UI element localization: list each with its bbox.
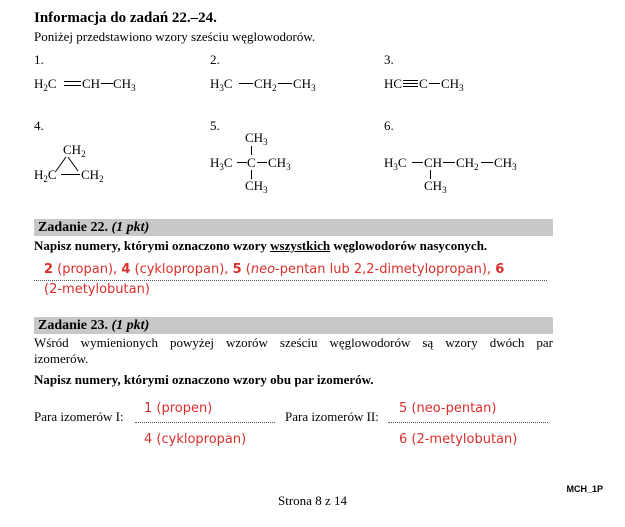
single-bond: [481, 162, 493, 163]
subscript: 2: [81, 149, 86, 159]
task-22-points: (1 pkt): [111, 220, 150, 235]
atom-c: C: [419, 76, 428, 91]
answer-dotted-line: [388, 422, 548, 423]
page-number: Strona 8 z 14: [278, 493, 347, 508]
formula-number-3: 3.: [384, 52, 394, 67]
single-bond: [278, 83, 292, 84]
group-ch3: CH: [441, 76, 460, 91]
group-ch3: CH: [424, 178, 443, 193]
group-ch3: CH: [245, 178, 264, 193]
subscript: 3: [459, 83, 464, 93]
info-intro: Poniżej przedstawiono wzory sześciu węglowodorów.: [34, 29, 316, 44]
task-23-points: (1 pkt): [111, 318, 150, 333]
subscript: 3: [442, 185, 447, 195]
task-23-heading: [34, 317, 553, 334]
answer-number: 4: [121, 262, 131, 277]
group-ch3: CH: [293, 76, 312, 91]
atom-c: C: [47, 167, 57, 182]
task-22-heading: [34, 219, 553, 236]
subscript: 2: [272, 83, 277, 93]
atom-c: C: [223, 76, 233, 91]
subscript: 3: [512, 162, 517, 172]
instruction-underlined: wszystkich: [270, 238, 331, 253]
task-23-text-line-2: izomerów.: [34, 351, 89, 366]
single-bond: [429, 83, 440, 84]
subscript: 2: [474, 162, 479, 172]
atom-h: H: [210, 155, 220, 170]
group-ch: CH: [82, 76, 101, 91]
triple-bond-line: [403, 83, 418, 84]
isomer-pair-2-answer-b: 6 (2-metylobutan): [399, 432, 518, 447]
isomer-pair-1-answer-b: 4 (cyklopropan): [144, 432, 247, 447]
answer-number: 6: [495, 262, 505, 277]
subscript: 3: [286, 162, 291, 172]
atom-c: C: [397, 155, 407, 170]
subscript: 3: [311, 83, 316, 93]
subscript: 3: [393, 162, 398, 172]
task-22-instruction: [34, 238, 487, 254]
subscript: 3: [263, 137, 268, 147]
answer-text: (cyklopropan),: [130, 262, 233, 277]
atom-h: H: [210, 76, 220, 91]
isomer-pair-1-answer-a: 1 (propen): [144, 401, 213, 416]
instruction-text: Napisz numery, którymi oznaczono wzory: [34, 238, 271, 253]
answer-dotted-line: [34, 280, 547, 281]
single-bond: [443, 162, 455, 163]
group-ch3: CH: [268, 155, 287, 170]
isomer-pair-2-answer-a: 5 (neo-pentan): [399, 401, 497, 416]
single-bond: [412, 162, 423, 163]
double-bond-line: [64, 85, 81, 86]
subscript: 3: [131, 83, 136, 93]
atom-c-center: C: [247, 155, 256, 170]
atom-h: H: [34, 76, 44, 91]
single-bond: [61, 174, 80, 175]
answer-number: 5: [232, 262, 242, 277]
group-hc: HC: [384, 76, 403, 91]
answer-dotted-line: [135, 422, 275, 423]
instruction-text: węglowodorów nasyconych.: [330, 238, 488, 253]
triple-bond-line: [403, 80, 418, 81]
task-22-answer-line-1: [44, 262, 504, 277]
triple-bond-line: [403, 86, 418, 87]
group-ch2: CH: [63, 142, 82, 157]
group-ch3: CH: [245, 130, 264, 145]
info-title: Informacja do zadań 22.–24.: [34, 10, 217, 26]
group-ch3: CH: [494, 155, 513, 170]
formula-number-5: 5.: [210, 118, 220, 133]
task-22-answer-line-2: (2-metylobutan): [44, 282, 150, 297]
answer-text: -pentan lub 2,2-dimetylopropan),: [275, 262, 496, 277]
formula-number-1: 1.: [34, 52, 44, 67]
single-bond: [239, 83, 253, 84]
isomer-pair-2-label: Para izomerów II:: [285, 409, 379, 424]
subscript: 2: [43, 83, 48, 93]
task-23-text-line-1: Wśród wymienionych powyżej wzorów sześciu węglowodorów są wzory dwóch par: [34, 335, 553, 350]
double-bond-line: [64, 81, 81, 82]
answer-number: 2: [44, 262, 54, 277]
exam-code: MCH_1P: [566, 484, 603, 494]
atom-c: C: [47, 76, 57, 91]
group-ch2: CH: [456, 155, 475, 170]
atom-h: H: [34, 167, 44, 182]
formula-number-6: 6.: [384, 118, 394, 133]
group-ch: CH: [424, 155, 443, 170]
answer-text: (propan),: [53, 262, 122, 277]
group-ch3: CH: [113, 76, 132, 91]
vertical-bond: [251, 146, 252, 155]
answer-text: (: [241, 262, 251, 277]
isomer-pair-1-label: Para izomerów I:: [34, 409, 124, 424]
subscript: 3: [219, 162, 224, 172]
group-ch2: CH: [254, 76, 273, 91]
single-bond: [101, 83, 113, 84]
task-22-label: Zadanie 22.: [38, 220, 109, 235]
subscript: 3: [219, 83, 224, 93]
group-ch2: CH: [81, 167, 100, 182]
subscript: 2: [43, 174, 48, 184]
task-23-label: Zadanie 23.: [38, 318, 109, 333]
atom-h: H: [384, 155, 394, 170]
subscript: 2: [99, 174, 104, 184]
subscript: 3: [263, 185, 268, 195]
atom-c: C: [223, 155, 233, 170]
task-23-instruction: Napisz numery, którymi oznaczono wzory obu par izomerów.: [34, 372, 374, 387]
single-bond: [257, 162, 267, 163]
single-bond: [237, 162, 247, 163]
answer-text-italic: neo: [250, 262, 276, 277]
formula-number-2: 2.: [210, 52, 220, 67]
formula-number-4: 4.: [34, 118, 44, 133]
